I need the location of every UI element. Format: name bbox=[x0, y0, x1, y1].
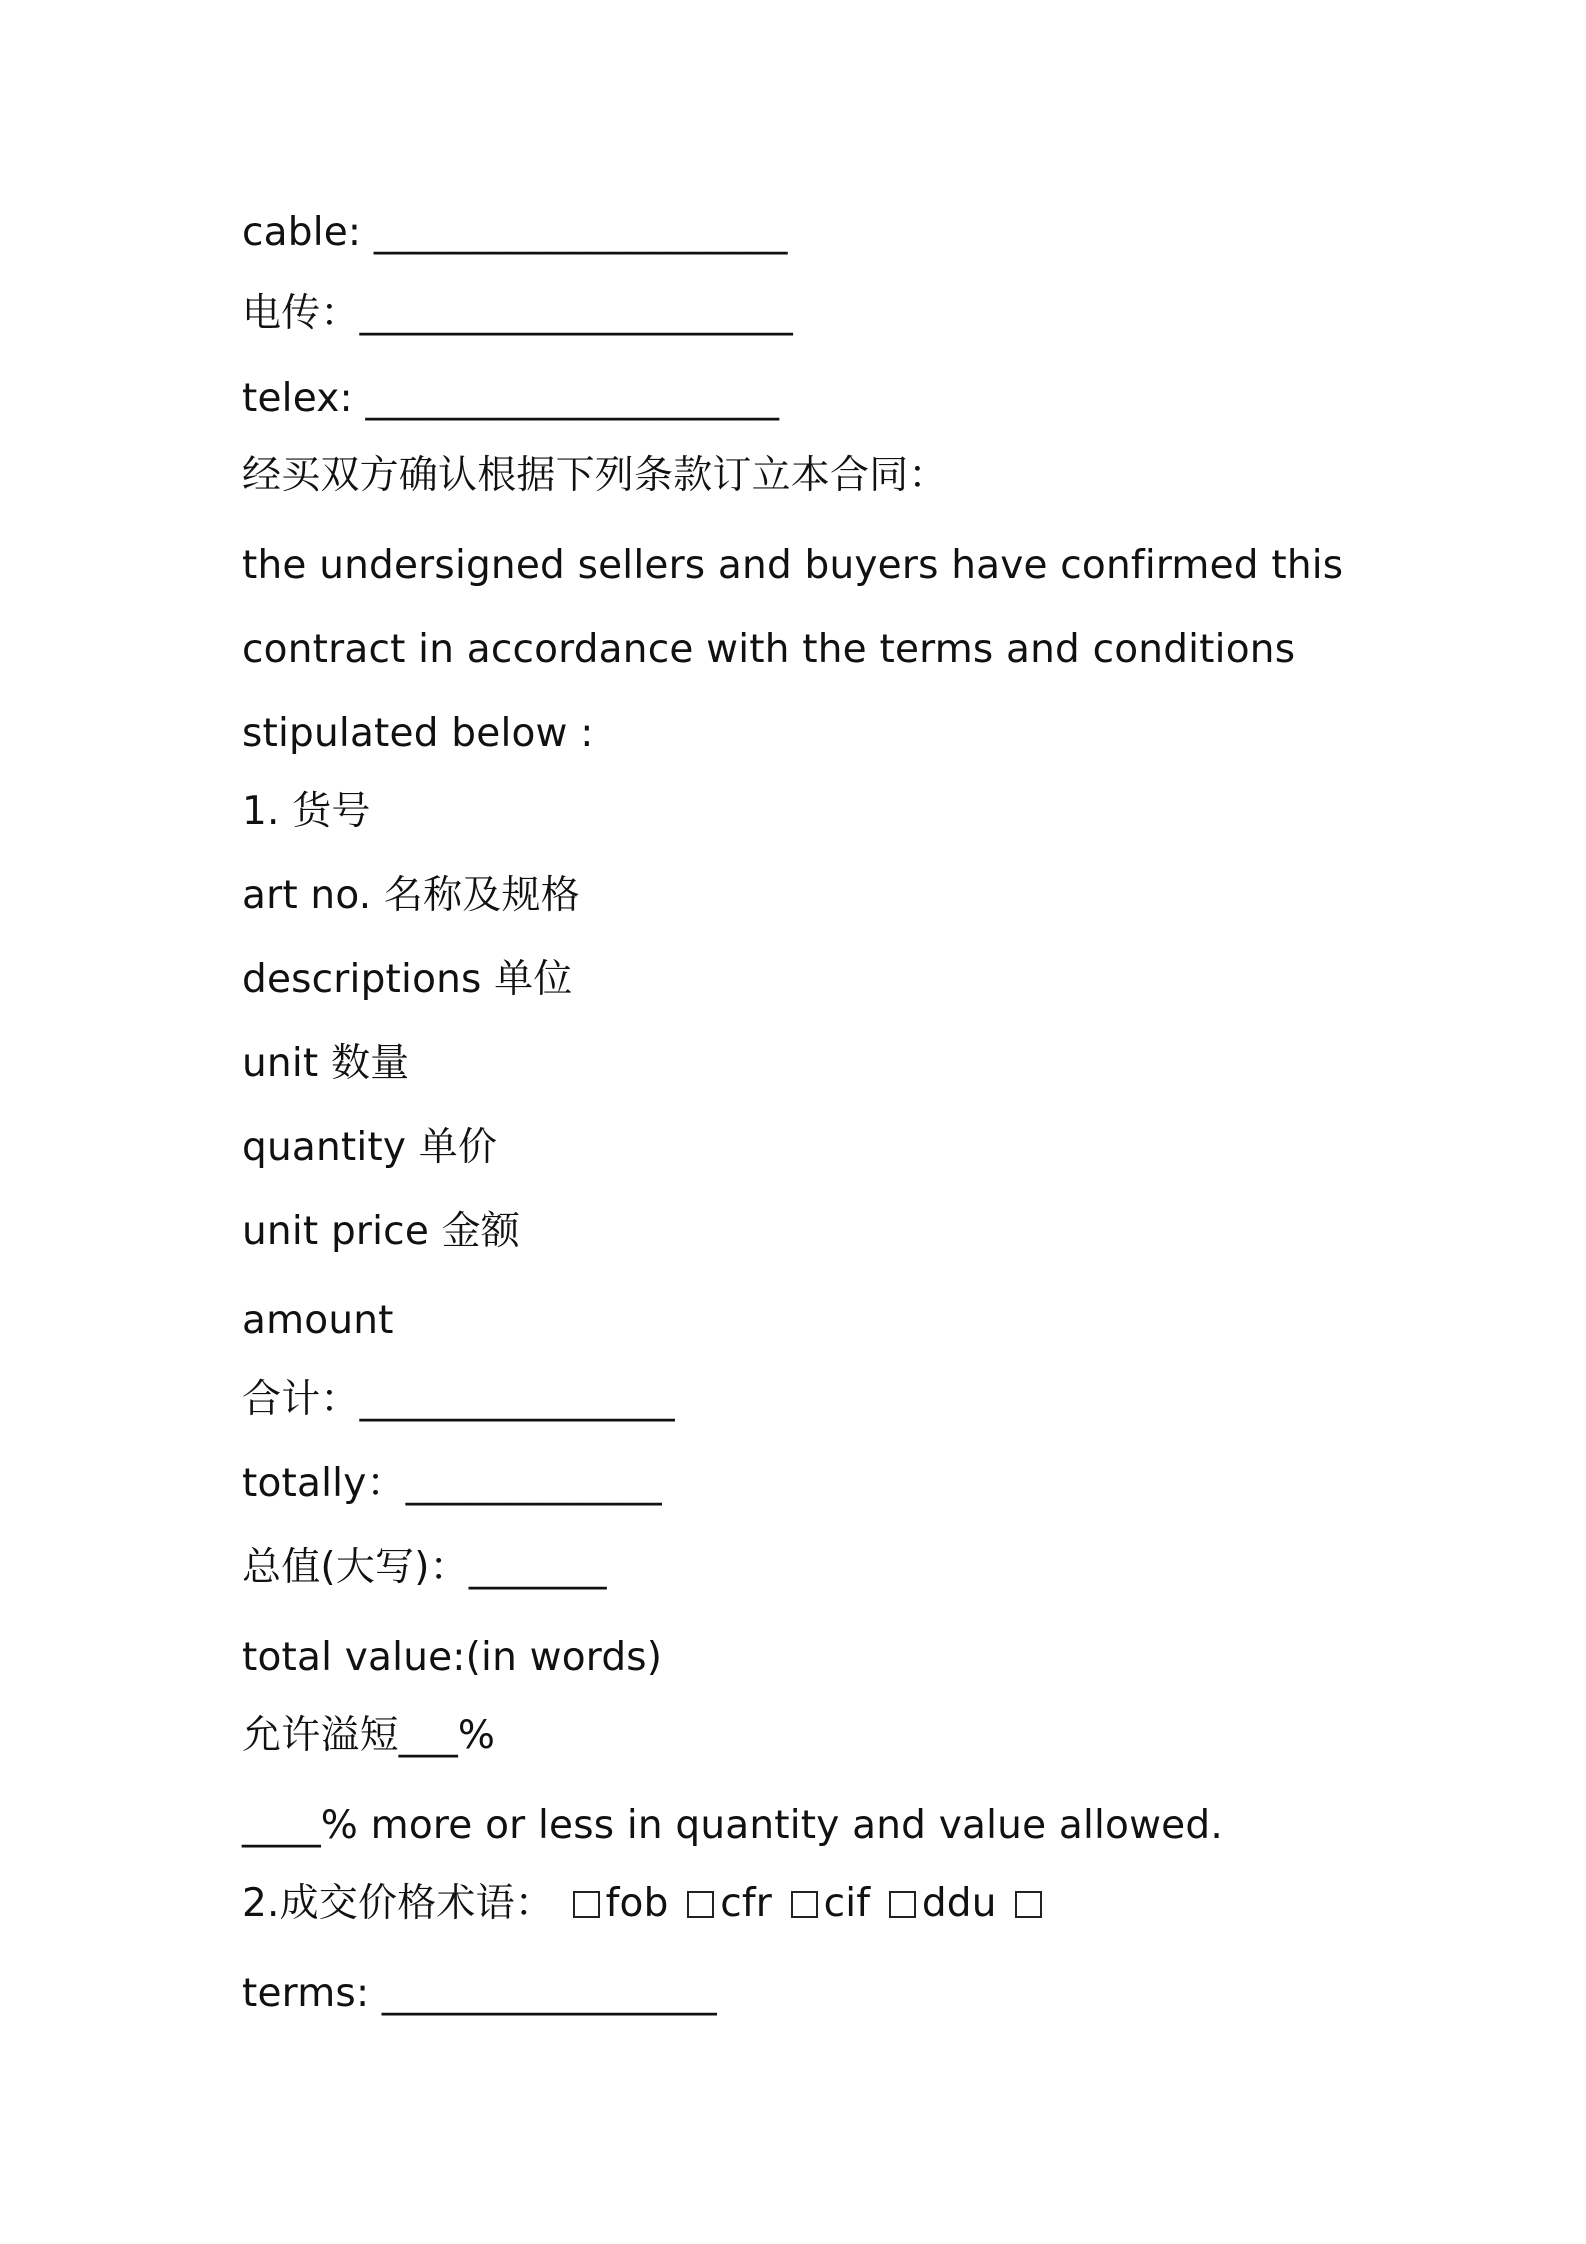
allowance-english-field: ____% more or less in quantity and value allowed. bbox=[242, 1803, 1223, 1848]
telex-field: telex: _____________________ bbox=[242, 376, 780, 421]
terms-field: terms: _________________ bbox=[242, 1971, 717, 2016]
total-value-chinese-field: 总值(大写)：_______ bbox=[242, 1545, 607, 1590]
ddu-option-label: ddu bbox=[921, 1881, 997, 1926]
confirm-chinese: 经买双方确认根据下列条款订立本合同： bbox=[242, 453, 948, 498]
cfr-option-label: cfr bbox=[720, 1881, 772, 1926]
descriptions-line: descriptions 单位 bbox=[242, 957, 573, 1002]
other-checkbox[interactable] bbox=[1015, 1891, 1042, 1918]
heji-field: 合计：________________ bbox=[242, 1377, 675, 1422]
unit-line: unit 数量 bbox=[242, 1041, 410, 1086]
ddu-checkbox[interactable] bbox=[889, 1891, 916, 1918]
cable-field: cable: _____________________ bbox=[242, 210, 788, 255]
fob-option-label: fob bbox=[605, 1881, 669, 1926]
item-number-heading: 1. 货号 bbox=[242, 789, 371, 834]
confirm-english-line-1: the undersigned sellers and buyers have confirmed this bbox=[242, 543, 1344, 588]
price-terms-line bbox=[242, 1880, 1048, 1928]
dianchuan-field: 电传：______________________ bbox=[242, 291, 793, 336]
total-value-english: total value:(in words) bbox=[242, 1635, 663, 1680]
price-terms-label: 2.成交价格术语： bbox=[242, 1881, 555, 1926]
fob-checkbox[interactable] bbox=[573, 1891, 600, 1918]
totally-field: totally：_____________ bbox=[242, 1461, 662, 1506]
amount-line: amount bbox=[242, 1298, 394, 1343]
cfr-checkbox[interactable] bbox=[687, 1891, 714, 1918]
cif-option-label: cif bbox=[823, 1881, 871, 1926]
art-no-line: art no. 名称及规格 bbox=[242, 873, 580, 918]
quantity-line: quantity 单价 bbox=[242, 1125, 498, 1170]
unit-price-line: unit price 金额 bbox=[242, 1209, 521, 1254]
confirm-english-line-2: contract in accordance with the terms and conditions bbox=[242, 627, 1296, 672]
confirm-english-line-3: stipulated below : bbox=[242, 711, 594, 756]
allowance-chinese-field: 允许溢短___% bbox=[242, 1713, 496, 1758]
cif-checkbox[interactable] bbox=[791, 1891, 818, 1918]
